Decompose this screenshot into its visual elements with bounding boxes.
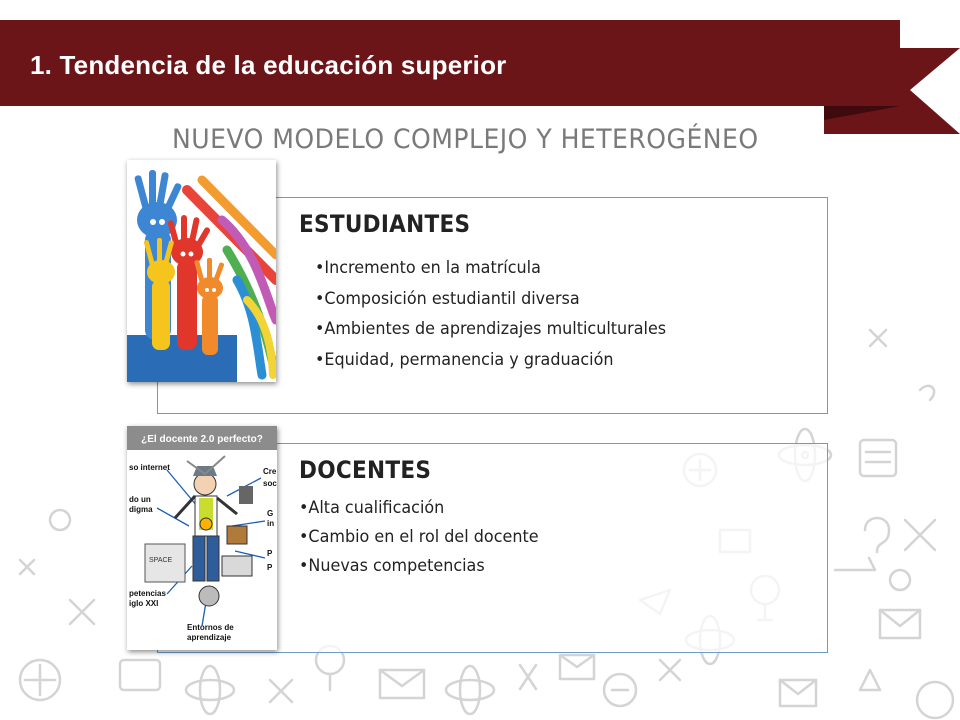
svg-text:in: in — [267, 519, 275, 528]
svg-text:digma: digma — [129, 505, 153, 514]
svg-text:Entornos de: Entornos de — [187, 623, 234, 632]
svg-text:Cre: Cre — [263, 467, 277, 476]
estudiantes-title: ESTUDIANTES — [299, 210, 471, 238]
estudiantes-list — [315, 258, 689, 380]
list-item: •Alta cualificación — [299, 498, 445, 518]
svg-text:do un: do un — [129, 495, 151, 504]
slide-title: 1. Tendencia de la educación superior — [30, 50, 507, 80]
hands-image-icon — [127, 160, 276, 382]
svg-text:G: G — [267, 509, 274, 518]
list-item: •Composición estudiantil diversa — [315, 288, 580, 309]
svg-text:P: P — [267, 563, 273, 572]
slide-subtitle: NUEVO MODELO COMPLEJO Y HETEROGÉNEO — [172, 124, 759, 155]
svg-text:so internet: so internet — [129, 463, 170, 472]
teacher-image-heading: ¿El docente 2.0 perfecto? — [141, 434, 263, 445]
svg-text:aprendizaje: aprendizaje — [187, 633, 232, 642]
svg-text:P: P — [267, 549, 273, 558]
docentes-list — [299, 498, 554, 585]
svg-text:iglo XXI: iglo XXI — [129, 599, 159, 608]
list-item: •Cambio en el rol del docente — [299, 527, 539, 547]
list-item: •Equidad, permanencia y graduación — [315, 349, 614, 370]
teacher-cartoon-icon — [127, 426, 277, 650]
svg-text:SPACE: SPACE — [149, 557, 173, 564]
list-item: •Incremento en la matrícula — [315, 258, 541, 278]
svg-text:soc: soc — [263, 479, 277, 488]
docentes-title: DOCENTES — [299, 456, 432, 484]
svg-text:petencias: petencias — [129, 589, 166, 598]
list-item: •Nuevas competencias — [299, 556, 485, 576]
list-item: •Ambientes de aprendizajes multiculturales — [315, 319, 667, 339]
